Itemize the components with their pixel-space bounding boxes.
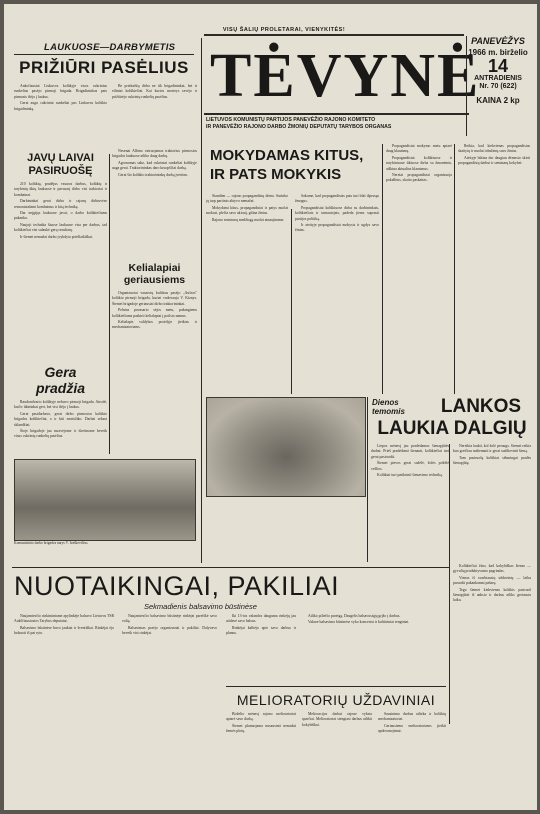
- prizuri-body-1: Anksčiausiai Liukuvos kolūkyje visos cukrinius runkelius pasėjo pirmoji brigada. Brigadininkas pats pirmasis išėjo į laukus. Gerai auga cukriniai runkeliai pas Linkuvos kolūkio brigadininką.: [14, 84, 107, 111]
- photo1-caption: Komunistinio darbo brigados narys V. Ivaškevičius.: [14, 541, 89, 545]
- mokydamas-title-2: IR PATS MOKYKIS: [210, 166, 342, 183]
- lankos-title-1: LANKOS: [440, 396, 522, 417]
- lankos-body-2: Nereikia laukti, kol žolė peraugs. Šiemet reikia kuo greičiau nušienauti ir gerai sudžiovinti šieną. Tam pasiruošę kolūkiai sėkmingai pradės šienapjūtę.: [453, 444, 531, 466]
- section-banner: LAUKUOSE—DARBYMETIS: [44, 42, 176, 53]
- dateline-town: PANEVĖŽYS: [471, 36, 525, 46]
- newspaper-page: [4, 4, 537, 810]
- slogan: VISŲ ŠALIŲ PROLETARAI, VIENYKITĖS!: [222, 27, 346, 33]
- mokydamas-title-1: MOKYDAMAS KITUS,: [210, 147, 364, 164]
- javu-body: 210 kolūkių, pradėjus vasaros darbus, kolūkių ir tarybinių ūkių laukuose ir pavasarį dirbo visi traktoriai ir kombainai. Darbininkai gerai dirba ir rajonų dirbtuvėse remontuodami kombainus ir kitą techniką. Dar neįgijęs laukuose javai, o darbo kolūkiečiams pakanka. Naujoji technika šiuose laukuose visa per darbus, tad kolūkiečiai visi sulaukė gerų rezultatų. Ir šiemet nemažai darbo įvykdyta priešlaikiškai.: [14, 182, 107, 239]
- gera-body: Raudondvario kolūkyje nebuvo pirmoji brigada. Atrodė, kad ir ūkininkai geri, bet visi išėjo į laukus. Gerai pasidarbavo, gerai dirbo pirmosios kolūkio brigados kolūkiečiai, o ir kiti neatsiliko. Darbai sekasi sklandžiai. Šioje brigadoje jau suravėjome ir išretinome beveik visus cukrinių runkelių pasėlius.: [14, 400, 107, 439]
- gera-title-1: Gera: [44, 364, 77, 380]
- subtitle-line2: IR PANEVĖŽIO RAJONO DARBO ŽMONIŲ DEPUTATŲ TARYBOS ORGANAS: [206, 124, 392, 130]
- dateline-box: [466, 36, 529, 136]
- nuotaikingai-body-2: Naujamiesčio balsavimo būstinėje rinkėjai pareiškė savo valią. Balsavimas praėjo organizuotai ir pakiliai. Dalyvavo beveik visi rinkėjai.: [122, 614, 217, 636]
- melioratoriu-body-3: Sausinimo darbus atlieka ir kolūkių mechanizatoriai. Geriausiems melioratoriams įteikti apdovanojimai.: [378, 712, 446, 734]
- lankos-body-1: Liepos mėnesį jau pradedamas šienapjūtės darbai. Prieš pradėdami šienauti, kolūkiečiai turi gerai pasiruošti. Šiemet pievos gerai sužėlė, žolės prižėlė vešlios. Kolūkiai turi patikrinti šienavimo techniką.: [371, 444, 449, 478]
- melioratoriu-body-2: Melioracijos darbai rajone vyksta sparčiai. Melioratoriai stengiasi darbus atlikti kokybiškai.: [302, 712, 372, 727]
- nuotaikingai-body-3: Iki 13-tos valandos dauguma rinkėjų jau atidavė savo balsus. Rinkėjai kalbėjo apie savo darbus ir planus.: [226, 614, 296, 636]
- mokydamas-body-1: Šiandien — rajono propagandistų diena. Surinko jų tarp partinio aktyvo nemažai. Mokydami kitus, propagandistai ir patys nuolat mokosi, plečia savo akiratį, gilina žinias. Rajono seminarų medžiagą nuolat atnaujiname.: [206, 194, 288, 222]
- masthead-title: TĖVYNĖ: [210, 42, 481, 110]
- kelialapiai-intro: Nesenai Albino vairuojamas traktorius pirmosios brigados laukuose atliko daug darbų. Agronomas sako, kad cukriniai runkeliai kolūkyje auga gerai. Traktorininkas daro kruopščiai darbą. Gerai šio kolūkio traktorininkų darbą įvertino.: [112, 149, 197, 177]
- javu-title-2: PASIRUOŠĘ: [28, 165, 93, 177]
- prizuri-title: PRIŽIŪRI PASĖLIUS: [19, 58, 189, 77]
- subtitle-line1: LIETUVOS KOMUNISTŲ PARTIJOS PANEVĖŽIO RAJONO KOMITETO: [206, 117, 376, 123]
- lankos-kicker-2: temomis: [372, 407, 405, 416]
- mokydamas-body-4: Reikia, kad kiekvienas propagandistas skaitytų ir nuolat tobulintų savo žinias. Ateityje būtina dar daugiau dėmesio skirti propagandistų darbui ir seminarų kokybei.: [458, 144, 530, 166]
- lankos-body-3: Kolūkiečiai žino, kad kokybiškas šienas — gyvulių produktyvumo pagrindas. Vienas iš svarbiausių uždavinių — laiku paruošti pakankamai pašarų. Tegu šiemet kiekvienas kolūkis pasiruoš šienapjūtei iš anksto ir darbus atliks geriausiu laiku.: [453, 564, 531, 603]
- dateline-issue: Nr. 70 (622): [479, 83, 517, 90]
- dateline-weekday: ANTRADIENIS: [474, 75, 522, 82]
- lankos-kicker-1: Dienos: [372, 398, 399, 407]
- melioratoriu-title: MELIORATORIŲ UŽDAVINIAI: [236, 692, 436, 708]
- nuotaikingai-body-1: Naujamiesčio rinkiminiame apylinkėje balsavo Lietuvos TSR Aukščiausiosios Tarybos deputatai. Balsavimo būstinėse buvo jaukiai ir šventiškai. Rinkėjai ėjo balsuoti iš pat ryto.: [14, 614, 114, 636]
- photo-tractor: [14, 459, 196, 541]
- kelialapiai-title-2: geriausiems: [123, 274, 186, 286]
- kelialapiai-body: Organizuotai vasarotų kultūras pasėjo „Aušros" kolūkio pirmoji brigada, kuriai vadovauja V. Kiznys. Šiemet brigadoje geriausiai dirbo traktorininkai. Pelnius pavasario sėjos metu, pažangiems kolūkiečiams paskirti kelialapiai į poilsio namus. Kelialapis valdybos posėdyje įteiktas ir mechanizatoriams.: [112, 291, 197, 330]
- dateline-price: KAINA 2 kp: [476, 96, 520, 105]
- gera-title-2: pradžia: [35, 380, 85, 396]
- javu-title-1: JAVŲ LAIVAI: [27, 152, 94, 164]
- nuotaikingai-kicker: Sekmadienis balsavimo būstinėse: [144, 602, 257, 611]
- kelialapiai-title-1: Kelialapiai: [128, 262, 181, 274]
- nuotaikingai-title: NUOTAIKINGAI, PAKILIAI: [14, 571, 340, 601]
- dateline-date: 1966 m. birželio: [468, 48, 528, 57]
- dateline-day: 14: [487, 56, 509, 76]
- photo-hay: [206, 397, 366, 497]
- mokydamas-body-3: Propagandistai mokymo metu aptarė daug klausimų. Propagandistai kolūkiuose ir tarybiniuose ūkiuose dirba su žmonėmis, aiškina aktualius klausimus. Neretai propagandistai organizuoja pokalbius, skaito paskaitas.: [386, 144, 452, 183]
- melioratoriu-body-1: Birželio mėnesį rajono melioratoriai aptarė savo darbą. Šiemet planuojama nusausinti nemažai žemės plotų.: [226, 712, 296, 734]
- mokydamas-body-2: Sakome, kad propagandistas pats turi būti išprusęs žmogus. Propagandistai kolūkiuose dirba su darbininkais, kolūkiečiais ir tarnautojais, padeda jiems suprasti partijos politiką. Ir ateityje propagandistai mokysis ir ugdys savo žinias.: [295, 194, 379, 233]
- nuotaikingai-body-4: Atliko piliečio pareigą. Daugelis balsavusiųjų grįžo į darbus. Vakare balsavimo būstinėse vyko koncertai ir kultūriniai renginiai.: [308, 614, 410, 625]
- prizuri-body-2: Be priekaištų dirba ne tik brigadininkai, bet ir eiliniai kolūkiečiai. Kai kurios moterys ravėjo ir prižiūrėjo cukrinių runkelių pasėlius.: [112, 84, 197, 99]
- lankos-title-2: LAUKIA DALGIŲ: [377, 418, 527, 439]
